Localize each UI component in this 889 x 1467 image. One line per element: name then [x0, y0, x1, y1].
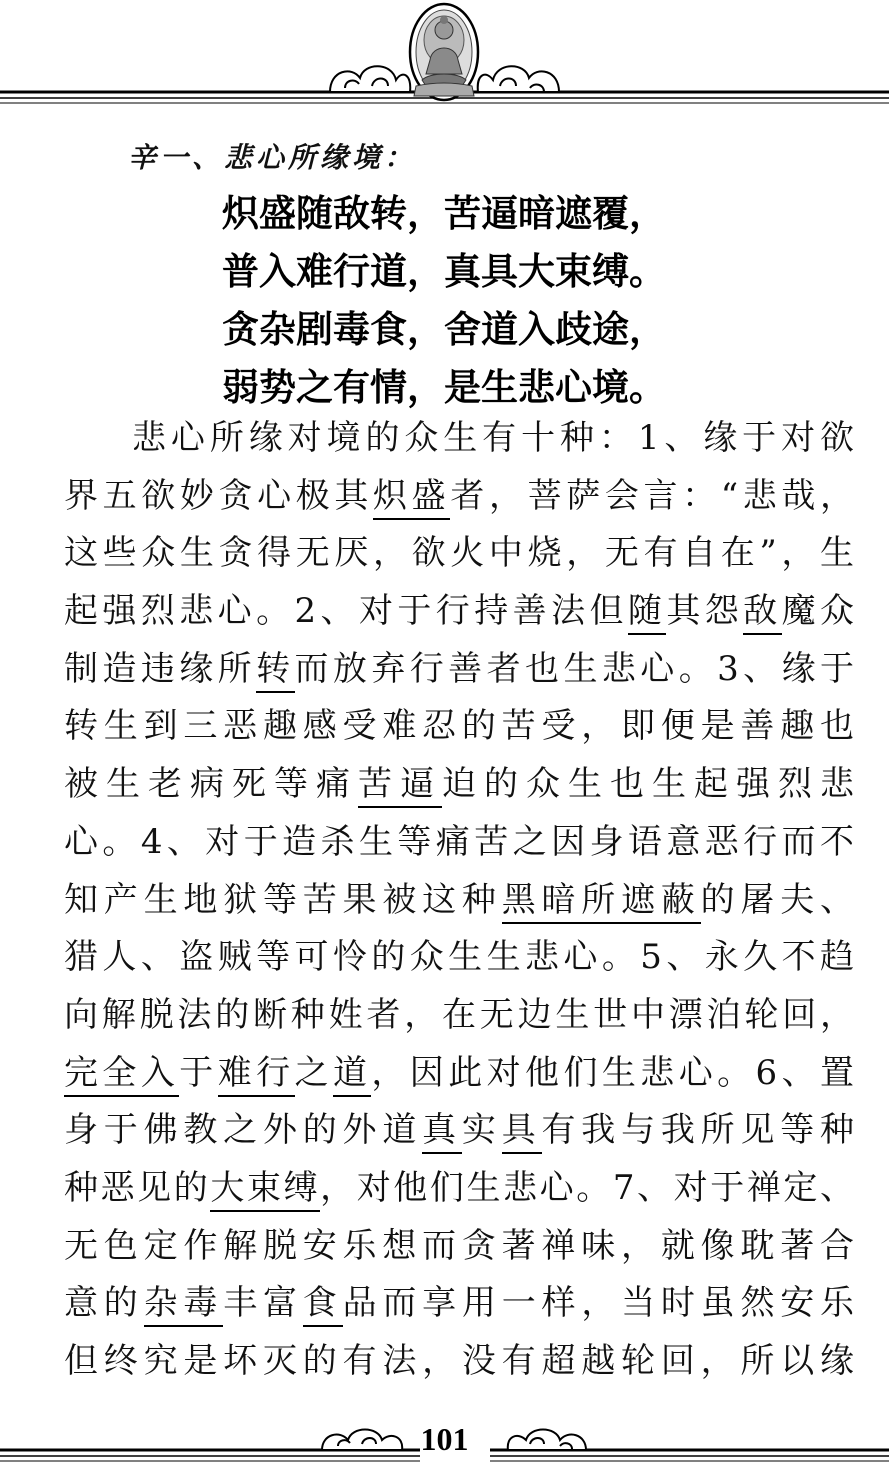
text-segment: 实 — [461, 1110, 502, 1151]
underlined-keyword: 真 — [422, 1110, 462, 1154]
text-segment: 有我与我所见等种 — [541, 1110, 854, 1151]
underlined-keyword: 炽盛 — [373, 476, 450, 520]
underlined-keyword: 具 — [502, 1110, 542, 1154]
verse-block — [222, 185, 666, 417]
text-segment: 种恶见的 — [64, 1167, 211, 1208]
text-line — [64, 1218, 854, 1276]
text-segment: 这些众生贪得无厌，欲火中烧，无有自在”，生 — [64, 533, 854, 574]
underlined-keyword: 敌 — [743, 591, 781, 635]
text-segment: 的屠夫、 — [700, 879, 854, 920]
text-line — [64, 756, 854, 814]
verse-line: 炽盛随敌转，苦逼暗遮覆， — [222, 192, 666, 235]
text-segment: 而放弃行善者也生悲心。3、缘于 — [294, 648, 854, 689]
text-segment: 向解脱法的断种姓者，在无边生世中漂泊轮回， — [64, 994, 854, 1035]
text-line — [64, 872, 854, 930]
underlined-keyword: 苦逼 — [358, 764, 442, 808]
underlined-keyword: 黑暗所遮蔽 — [502, 880, 701, 924]
text-line — [64, 641, 854, 699]
text-segment: 但终究是坏灭的有法，没有超越轮回，所以缘 — [64, 1341, 854, 1381]
commentary-paragraph — [64, 410, 854, 1391]
text-segment: 知产生地狱等苦果被这种 — [64, 879, 502, 920]
text-segment: 迫的众生也生起强烈悲 — [442, 764, 854, 805]
section-heading: 辛一、悲心所缘境： — [128, 141, 417, 174]
header-ornament — [0, 0, 889, 120]
text-segment: 丰富 — [223, 1283, 303, 1324]
text-segment: 于 — [179, 1052, 218, 1093]
text-segment: 其怨 — [666, 591, 744, 632]
text-line — [64, 1333, 854, 1391]
underlined-keyword: 完全入 — [64, 1053, 179, 1097]
text-segment: 意的 — [64, 1283, 144, 1324]
text-line — [64, 525, 854, 583]
text-segment: 心。4、对于造杀生等痛苦之因身语意恶行而不 — [64, 821, 854, 862]
text-segment: 魔众 — [781, 591, 854, 632]
text-line — [64, 987, 854, 1045]
text-segment: 者，菩萨会言：“悲哉， — [450, 475, 854, 516]
text-segment: 被生老病死等痛 — [64, 764, 358, 805]
verse-line: 弱势之有情，是生悲心境。 — [222, 366, 666, 409]
text-line — [64, 1102, 854, 1160]
cloud-scroll-left-icon — [330, 66, 410, 92]
text-line — [64, 814, 854, 872]
text-line — [64, 583, 854, 641]
underlined-keyword: 难行 — [218, 1053, 295, 1097]
verse-line: 普入难行道，真具大束缚。 — [222, 250, 666, 293]
text-segment: 品而享用一样，当时虽然安乐 — [342, 1283, 854, 1324]
underlined-keyword: 转 — [256, 649, 294, 693]
text-line — [64, 929, 854, 987]
text-segment: ，对他们生悲心。7、对于禅定、 — [320, 1167, 854, 1208]
text-line — [64, 1275, 854, 1333]
underlined-keyword: 食 — [303, 1283, 343, 1327]
underlined-keyword: 随 — [628, 591, 666, 635]
text-line — [64, 1045, 854, 1103]
verse-line: 贪杂剧毒食，舍道入歧途， — [222, 308, 666, 351]
buddha-medallion-icon — [410, 4, 478, 100]
text-segment: 身于佛教之外的外道 — [64, 1110, 423, 1151]
text-segment: 界五欲妙贪心极其 — [64, 475, 374, 516]
underlined-keyword: 杂毒 — [144, 1283, 224, 1327]
text-line — [64, 468, 854, 526]
text-line — [64, 410, 854, 468]
text-segment: ，因此对他们生悲心。6、置 — [371, 1052, 854, 1093]
text-segment: 猎人、盗贼等可怜的众生生悲心。5、永久不趋 — [64, 937, 854, 978]
underlined-keyword: 大束缚 — [210, 1168, 320, 1212]
text-segment: 制造违缘所 — [64, 648, 257, 689]
text-segment: 无色定作解脱安乐想而贪著禅味，就像耽著合 — [64, 1225, 854, 1266]
text-segment: 之 — [294, 1052, 333, 1093]
text-line — [64, 698, 854, 756]
page-number: 101 — [420, 1421, 469, 1457]
text-segment: 转生到三恶趣感受难忍的苦受，即便是善趣也 — [64, 706, 854, 747]
cloud-scroll-right-icon — [478, 66, 559, 92]
text-segment: 起强烈悲心。2、对于行持善法但 — [64, 591, 628, 632]
text-line — [64, 1160, 854, 1218]
text-segment: 悲心所缘对境的众生有十种：1、缘于对欲 — [132, 418, 854, 458]
underlined-keyword: 道 — [333, 1053, 371, 1097]
